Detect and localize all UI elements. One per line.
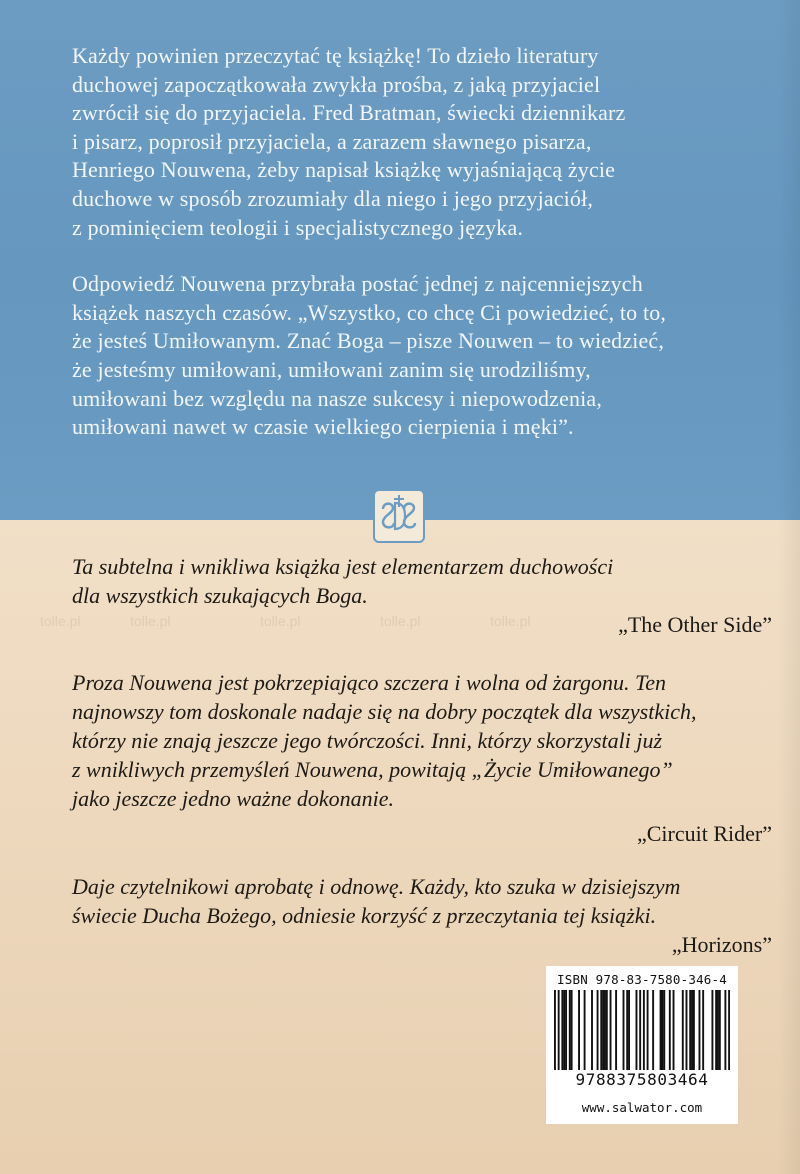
blurb-line: umiłowani bez względu na nasze sukcesy i niepowodzenia,: [72, 385, 602, 411]
quote-line: dla wszystkich szukających Boga.: [72, 583, 368, 608]
isbn-number: ISBN 978-83-7580-346-4: [557, 972, 727, 987]
barcode-bar: [571, 990, 573, 1070]
blurb-line: że jesteśmy umiłowani, umiłowani zanim się urodziliśmy,: [72, 356, 591, 382]
barcode-bar: [660, 990, 662, 1070]
barcode-bar: [561, 990, 563, 1070]
barcode-bar: [652, 990, 654, 1070]
barcode-bar: [669, 990, 671, 1070]
quote-line: Daje czytelnikowi aprobatę i odnowę. Każdy, kto szuka w dzisiejszym: [72, 874, 681, 899]
quote-line: Ta subtelna i wnikliwa książka jest elementarzem duchowości: [72, 554, 614, 579]
barcode-bar: [597, 990, 599, 1070]
review-quote-other-side: [72, 552, 772, 639]
barcode-bar: [719, 990, 721, 1070]
watermark-text: tolle.pl: [380, 613, 421, 629]
barcode-bar: [693, 990, 695, 1070]
blurb-paragraph-1: [72, 42, 772, 242]
barcode-bar: [610, 990, 612, 1070]
quote-line: świecie Ducha Bożego, odniesie korzyść z przeczytania tej książki.: [72, 903, 657, 928]
barcode-bar: [626, 990, 628, 1070]
watermark-text: tolle.pl: [40, 613, 81, 629]
barcode-bar: [673, 990, 675, 1070]
blurb-paragraph-2: [72, 270, 772, 442]
barcode-bar: [691, 990, 693, 1070]
barcode-bar: [699, 990, 701, 1070]
barcode-bar: [724, 990, 726, 1070]
blurb-line: umiłowani nawet w czasie wielkiego cierpienia i męki”.: [72, 414, 574, 440]
barcode-bar: [647, 990, 649, 1070]
barcode-bar: [604, 990, 606, 1070]
quote-source: „Circuit Rider”: [636, 821, 772, 846]
barcode-bar: [686, 990, 688, 1070]
barcode-bar: [606, 990, 608, 1070]
watermark-text: tolle.pl: [130, 613, 171, 629]
barcode-bar: [569, 990, 571, 1070]
blurb-line: Odpowiedź Nouwena przybrała postać jednej z najcenniejszych: [72, 271, 643, 297]
barcode-bar: [563, 990, 565, 1070]
barcode-bars-icon: [554, 990, 730, 1070]
quote-line: najnowszy tom doskonale nadaje się na dobry początek dla wszystkich,: [72, 699, 697, 724]
barcode-bar: [728, 990, 730, 1070]
quote-line: jako jeszcze jedno ważne dokonanie.: [72, 786, 394, 811]
barcode-bar: [584, 990, 586, 1070]
barcode-bar: [715, 990, 717, 1070]
quote-source: „Horizons”: [671, 932, 772, 957]
barcode-bar: [591, 990, 593, 1070]
barcode-bar: [717, 990, 719, 1070]
quote-line: z wnikliwych przemyśleń Nouwena, powitają „Życie Umiłowanego”: [72, 757, 673, 782]
barcode-bar: [711, 990, 713, 1070]
barcode-bar: [600, 990, 602, 1070]
isbn-barcode: [546, 966, 738, 1124]
blurb-line: książek naszych czasów. „Wszystko, co chcę Ci powiedzieć, to to,: [72, 299, 667, 325]
watermark-text: tolle.pl: [490, 613, 531, 629]
spine-shadow: [778, 0, 800, 1174]
barcode-bar: [554, 990, 556, 1070]
blurb-line: że jesteś Umiłowanym. Znać Boga – pisze Nouwen – to wiedzieć,: [72, 328, 664, 354]
barcode-bar: [615, 990, 617, 1070]
publisher-blurb: [72, 42, 772, 442]
blurb-line: Każdy powinien przeczytać tę książkę! To dzieło literatury: [72, 43, 599, 68]
barcode-bar: [689, 990, 691, 1070]
barcode-bar: [558, 990, 560, 1070]
salwator-publisher-emblem-icon: [373, 489, 425, 543]
blurb-line: duchowej zapoczątkowała zwykła prośba, z jaką przyjaciel: [72, 71, 601, 97]
barcode-bar: [628, 990, 630, 1070]
review-quote-horizons: [72, 872, 772, 959]
barcode-bar: [578, 990, 580, 1070]
barcode-bar: [643, 990, 645, 1070]
barcode-bar: [636, 990, 638, 1070]
barcode-bar: [639, 990, 641, 1070]
barcode-bar: [565, 990, 567, 1070]
blurb-line: z pominięciem teologii i specjalistycznego języka.: [72, 214, 524, 240]
barcode-bar: [663, 990, 665, 1070]
ean-digits: 9788375803464: [575, 1070, 709, 1089]
blurb-line: i pisarz, poprosił przyjaciela, a zarazem sławnego pisarza,: [72, 128, 592, 154]
blurb-line: zwrócił się do przyjaciela. Fred Bratman, świecki dziennikarz: [72, 100, 626, 126]
barcode-bar: [661, 990, 663, 1070]
barcode-bar: [682, 990, 684, 1070]
quote-source: „The Other Side”: [618, 612, 772, 637]
barcode-bar: [602, 990, 604, 1070]
quote-line: Proza Nouwena jest pokrzepiająco szczera i wolna od żargonu. Ten: [72, 670, 667, 695]
barcode-bar: [623, 990, 625, 1070]
blurb-line: duchowe w sposób zrozumiały dla niego i jego przyjaciół,: [72, 185, 593, 211]
publisher-url: www.salwator.com: [581, 1100, 703, 1115]
blurb-line: Henriego Nouwena, żeby napisał książkę wyjaśniającą życie: [72, 157, 616, 183]
barcode-bar: [702, 990, 704, 1070]
quote-line: którzy nie znają jeszcze jego twórczości. Inni, którzy skorzystali już: [72, 728, 663, 753]
watermark-text: tolle.pl: [260, 613, 301, 629]
review-quote-circuit-rider: [72, 668, 772, 848]
